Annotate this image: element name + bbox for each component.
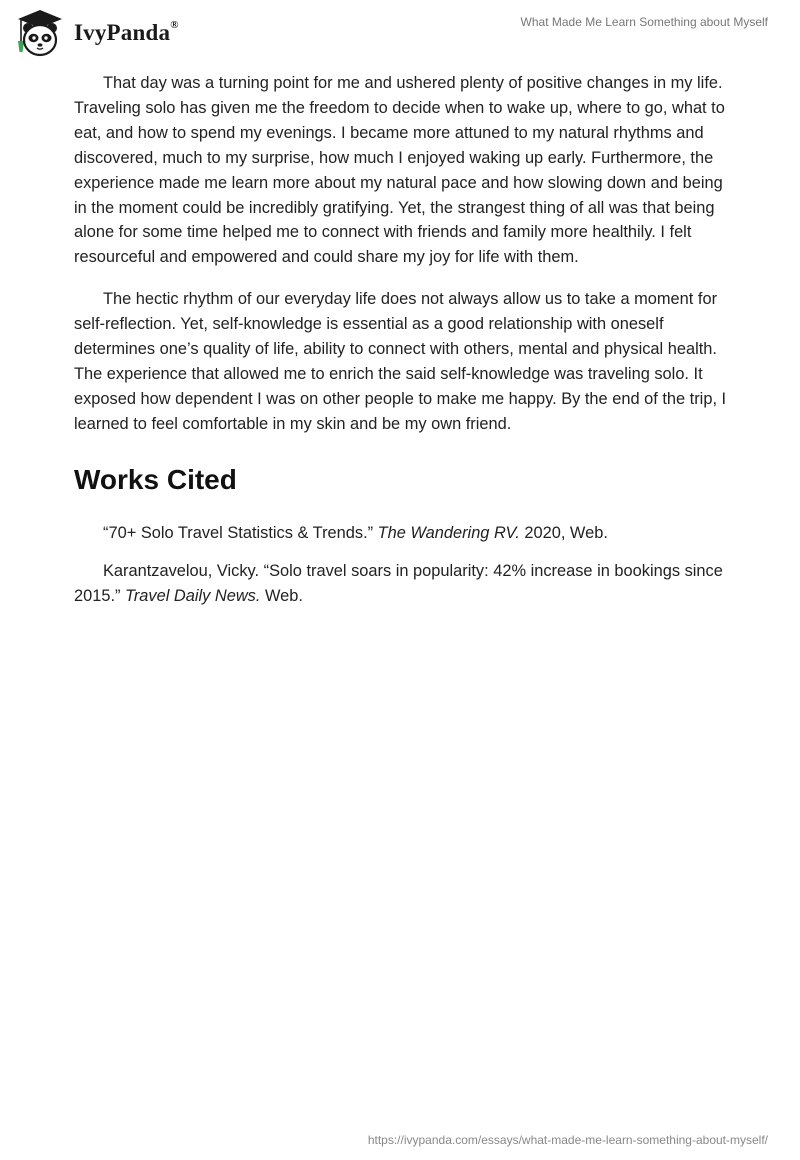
running-title: What Made Me Learn Something about Myself bbox=[520, 15, 768, 29]
footer-source-url[interactable]: https://ivypanda.com/essays/what-made-me-learn-something-about-myself/ bbox=[367, 1133, 768, 1147]
citation-entry bbox=[74, 521, 734, 546]
citation-text: Karantzavelou, Vicky. “Solo travel soars in popularity: 42% increase in bookings since 2015.” bbox=[74, 561, 723, 605]
body-paragraph: The hectic rhythm of our everyday life does not always allow us to take a moment for self-reflection. Yet, self-knowledge is essential as a good relationship with oneself determines one’s quality of life, ability to connect with others, mental and physical health. The experience that allowed me to enrich the said self-knowledge was traveling solo. It exposed how dependent I was on other people to make me happy. By the end of the trip, I learned to feel comfortable in my skin and be my own friend. bbox=[74, 290, 727, 433]
works-cited-heading: Works Cited bbox=[74, 463, 237, 495]
citation-source-title: Travel Daily News. bbox=[125, 586, 261, 605]
citation-source-title: The Wandering RV. bbox=[377, 523, 520, 542]
citation-entry bbox=[74, 559, 734, 609]
citation-text: “70+ Solo Travel Statistics & Trends.” bbox=[103, 523, 378, 542]
citation-text: Web. bbox=[260, 586, 303, 605]
registered-mark: ® bbox=[170, 19, 179, 32]
citation-text: 2020, Web. bbox=[519, 523, 608, 542]
panda-graduation-cap-logo-icon bbox=[14, 8, 66, 58]
brand-name: IvyPanda® bbox=[74, 19, 179, 45]
essay-content bbox=[74, 71, 734, 621]
page-header bbox=[0, 0, 800, 60]
body-paragraph: That day was a turning point for me and ushered plenty of positive changes in my life. Traveling solo has given me the freedom to decide when to wake up, where to go, what to eat, and how to spend my evenings. I became more attuned to my natural rhythms and discovered, much to my surprise, how much I enjoyed waking up early. Furthermore, the experience made me learn more about my natural pace and how slowing down and being in the moment could be incredibly gratifying. Yet, the strangest thing of all was that being alone for some time helped me to connect with friends and family more healthily. I felt resourceful and empowered and could share my joy for life with them. bbox=[74, 74, 725, 267]
ivypanda-logo-link[interactable] bbox=[14, 8, 179, 58]
